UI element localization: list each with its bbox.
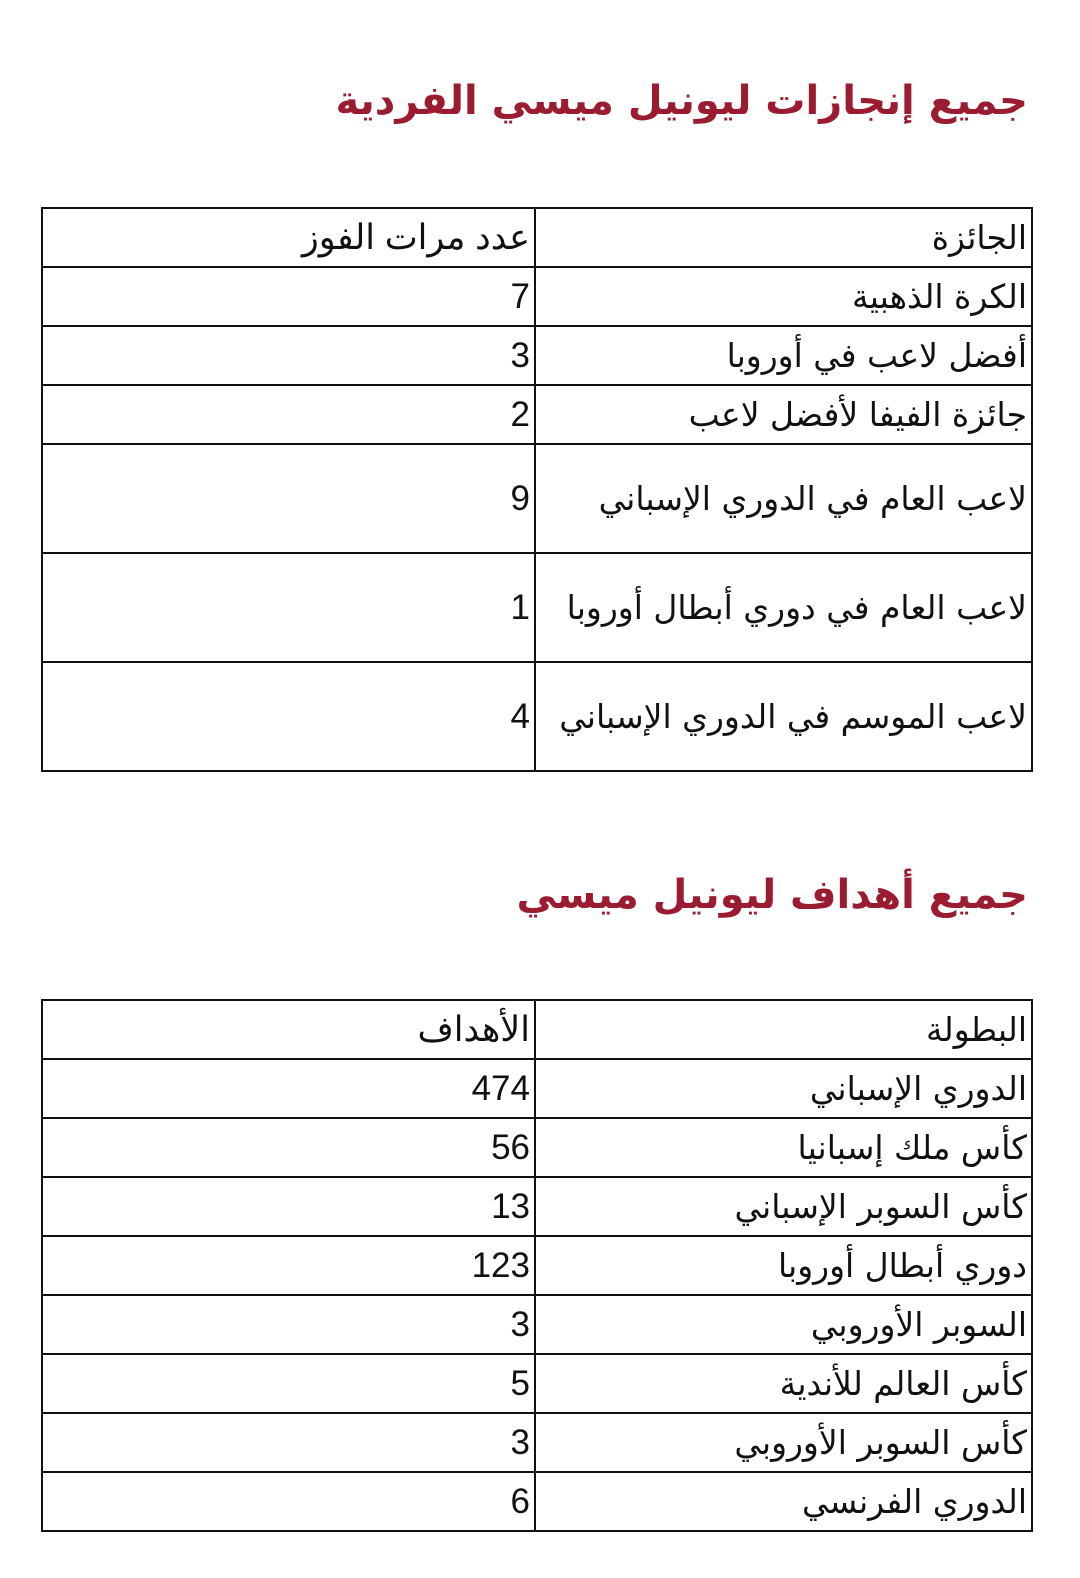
award-name: الكرة الذهبية [535,267,1032,326]
awards-table [41,207,1033,772]
competition-name: دوري أبطال أوروبا [535,1236,1032,1295]
table-row [42,385,1032,444]
goal-count: 123 [42,1236,535,1295]
table-row [42,1059,1032,1118]
table-row [42,1177,1032,1236]
table-row [42,326,1032,385]
award-count: 2 [42,385,535,444]
table-row [42,1236,1032,1295]
award-count: 3 [42,326,535,385]
award-count: 7 [42,267,535,326]
award-name: أفضل لاعب في أوروبا [535,326,1032,385]
table-row [42,553,1032,662]
award-count: 4 [42,662,535,771]
award-name: جائزة الفيفا لأفضل لاعب [535,385,1032,444]
table-row [42,1413,1032,1472]
competition-name: الدوري الإسباني [535,1059,1032,1118]
competition-name: كأس السوبر الأوروبي [535,1413,1032,1472]
competition-column-header: البطولة [535,1000,1032,1059]
goals-heading: جميع أهداف ليونيل ميسي [516,872,1028,918]
competition-name: السوبر الأوروبي [535,1295,1032,1354]
competition-name: كأس ملك إسبانيا [535,1118,1032,1177]
award-count: 9 [42,444,535,553]
table-row [42,1295,1032,1354]
table-row [42,444,1032,553]
goal-count: 13 [42,1177,535,1236]
table-row [42,1354,1032,1413]
goals-table [41,999,1033,1532]
competition-name: كأس السوبر الإسباني [535,1177,1032,1236]
table-row [42,1118,1032,1177]
goals-header-row [42,1000,1032,1059]
awards-heading: جميع إنجازات ليونيل ميسي الفردية [335,78,1028,124]
award-column-header: الجائزة [535,208,1032,267]
award-name: لاعب العام في الدوري الإسباني [535,444,1032,553]
table-row [42,267,1032,326]
goal-count: 474 [42,1059,535,1118]
competition-name: كأس العالم للأندية [535,1354,1032,1413]
table-row [42,662,1032,771]
award-name: لاعب العام في دوري أبطال أوروبا [535,553,1032,662]
table-row [42,1472,1032,1531]
competition-name: الدوري الفرنسي [535,1472,1032,1531]
goals-column-header: الأهداف [42,1000,535,1059]
goal-count: 6 [42,1472,535,1531]
awards-header-row [42,208,1032,267]
award-count: 1 [42,553,535,662]
goal-count: 3 [42,1295,535,1354]
award-name: لاعب الموسم في الدوري الإسباني [535,662,1032,771]
count-column-header: عدد مرات الفوز [42,208,535,267]
goal-count: 56 [42,1118,535,1177]
goal-count: 3 [42,1413,535,1472]
goal-count: 5 [42,1354,535,1413]
